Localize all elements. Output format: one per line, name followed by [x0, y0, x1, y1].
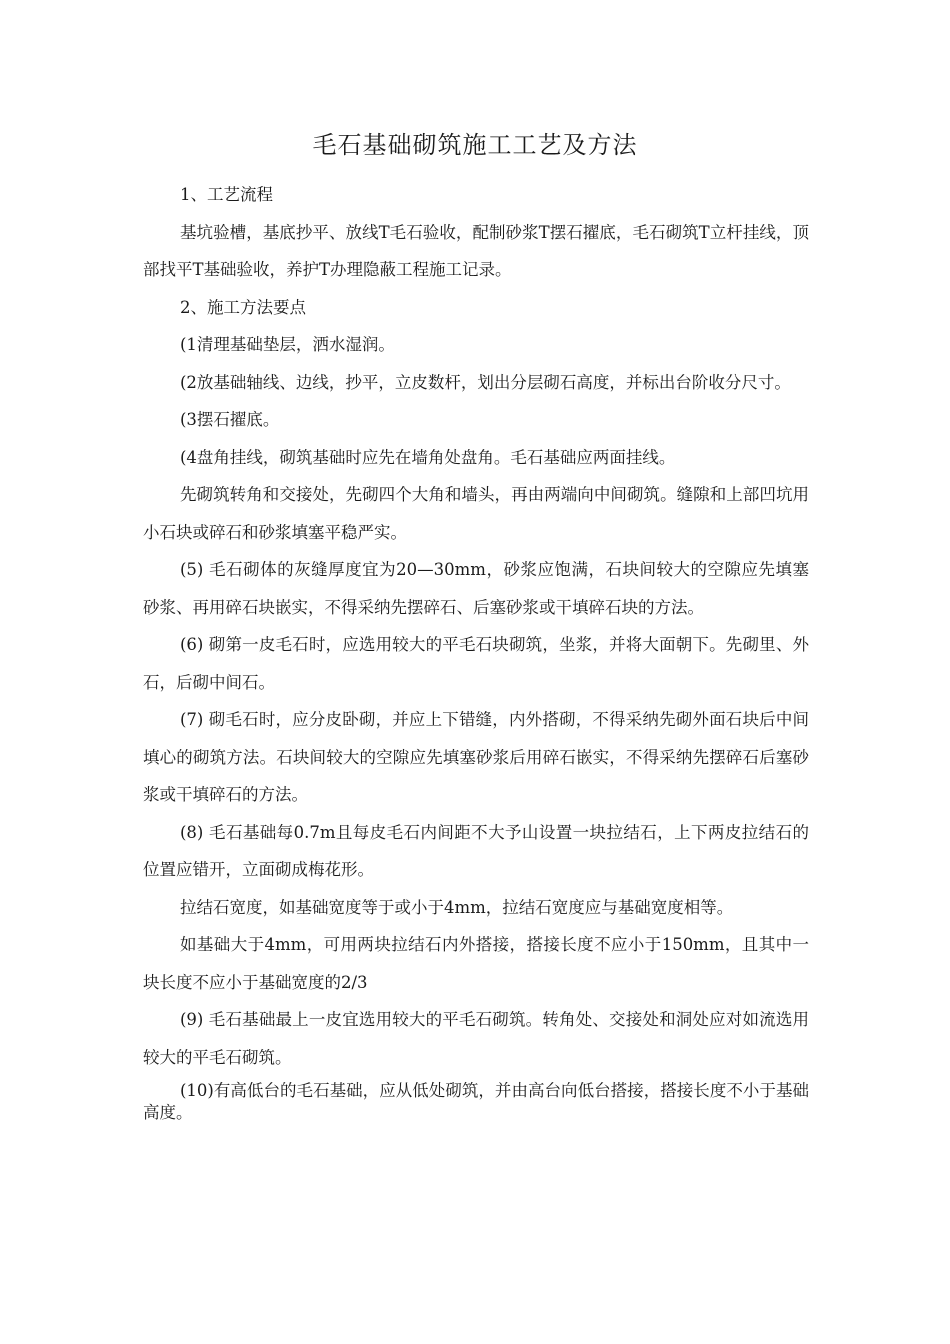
- section-heading-process: 1、工艺流程: [180, 185, 273, 204]
- paragraph-step-4-detail: 先砌筑转角和交接处，先砌四个大角和墙头，再由两端向中间砌筑。缝隙和上部凹坑用小石块或碎石和砂浆填塞平稳严实。: [143, 485, 809, 542]
- paragraph-step-3: (3摆石擢底。: [180, 410, 280, 429]
- paragraph-step-8-overlap: 如基础大于4mm，可用两块拉结石内外搭接，搭接长度不应小于150mm，且其中一块长度不应小于基础宽度的2/3: [143, 935, 809, 992]
- document-title: 毛石基础砌筑施工工艺及方法: [312, 131, 638, 159]
- paragraph-step-10: (10)有高低台的毛石基础，应从低处砌筑，并由高台向低台搭接，搭接长度不小于基础高度。: [143, 1081, 809, 1122]
- paragraph-step-1: (1清理基础垫层，洒水湿润。: [180, 335, 395, 354]
- paragraph-step-7: (7) 砌毛石时，应分皮卧砌，并应上下错缝，内外搭砌，不得采纳先砌外面石块后中间填心的砌筑方法。石块间较大的空隙应先填塞砂浆后用碎石嵌实，不得采纳先摆碎石后塞砂浆或干填碎石的方法。: [143, 710, 809, 804]
- paragraph-process-flow: 基坑验槽，基底抄平、放线T毛石验收，配制砂浆T摆石擢底，毛石砌筑T立杆挂线，顶部找平T基础验收，养护T办理隐蔽工程施工记录。: [143, 222, 809, 279]
- paragraph-step-9: (9) 毛石基础最上一皮宜选用较大的平毛石砌筑。转角处、交接处和洞处应对如流选用较大的平毛石砌筑。: [143, 1010, 809, 1067]
- section-heading-method: 2、施工方法要点: [180, 297, 306, 317]
- document-body: [143, 176, 809, 1124]
- paragraph-step-8-width: 拉结石宽度，如基础宽度等于或小于4mm，拉结石宽度应与基础宽度相等。: [180, 897, 734, 917]
- paragraph-step-8: (8) 毛石基础每0.7m且每皮毛石内间距不大予山设置一块拉结石，上下两皮拉结石的位置应错开，立面砌成梅花形。: [143, 822, 809, 879]
- paragraph-step-2: (2放基础轴线、边线，抄平，立皮数杆，划出分层砌石高度，并标出台阶收分尺寸。: [180, 372, 791, 392]
- paragraph-step-6: (6) 砌第一皮毛石时，应选用较大的平毛石块砌筑，坐浆，并将大面朝下。先砌里、外石，后砌中间石。: [143, 635, 809, 692]
- paragraph-step-5: (5) 毛石砌体的灰缝厚度宜为20—30mm，砂浆应饱满，石块间较大的空隙应先填塞砂浆、再用碎石块嵌实，不得采纳先摆碎石、后塞砂浆或干填碎石块的方法。: [143, 560, 809, 617]
- paragraph-step-4: (4盘角挂线，砌筑基础时应先在墙角处盘角。毛石基础应两面挂线。: [180, 447, 676, 467]
